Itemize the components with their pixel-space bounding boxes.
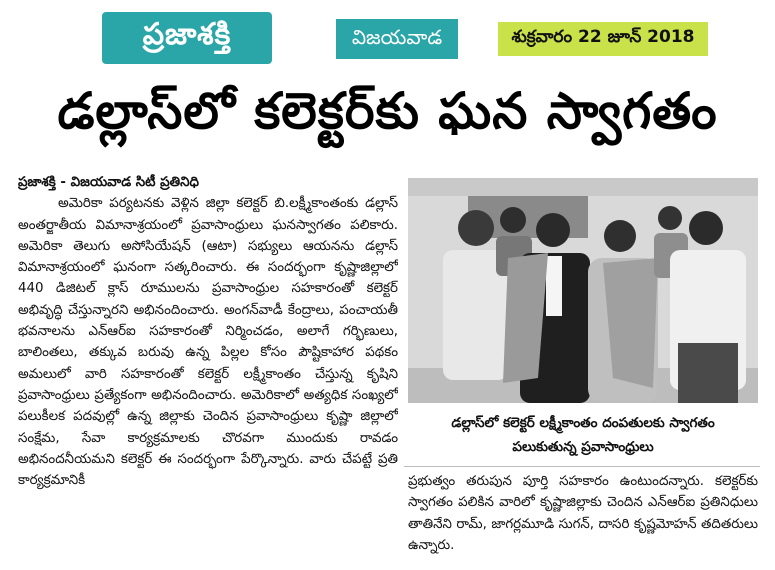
article-body-right (408, 471, 758, 565)
headline: డల్లాస్‌లో కలెక్టర్‌కు ఘన స్వాగతం (57, 81, 718, 140)
masthead (0, 0, 775, 70)
divider (404, 466, 760, 467)
group-photo-illustration (408, 178, 758, 403)
article-body-left (18, 172, 398, 564)
byline: ప్రజాశక్తి - విజయవాడ సిటీ ప్రతినిధి (18, 175, 200, 190)
caption-line: డల్లాస్‌లో కలెక్టర్ లక్ష్మీకాంతం దంపతులకు స్వాగతం (451, 415, 715, 431)
newspaper-logo: ప్రజాశక్తి (102, 12, 272, 64)
news-photo (408, 178, 758, 403)
photo-caption (408, 404, 758, 466)
date-label: శుక్రవారం 22 జూన్ 2018 (498, 22, 708, 56)
edition-label: విజయవాడ (336, 19, 458, 59)
body-paragraph: ప్రభుత్వం తరుపున పూర్తి సహకారం ఉంటుందన్నారు. కలెక్టర్‌కు స్వాగతం పలికిన వారిలో కృష్ణాజిల్లాకు చెందిన ఎన్‌ఆర్‌ఐ ప్రతినిధులు తాతినేని రామ్, జాగర్లమూడి సుగన్, దాసరి కృష్ణమోహన్ తదితరులు ఉన్నారు. (408, 474, 758, 553)
body-paragraph: అమెరికా పర్యటనకు వెళ్లిన జిల్లా కలెక్టర్ బి.లక్ష్మీకాంతంకు డల్లాస్ అంతర్జాతీయ విమానాశ్రయంలో ప్రవాసాంధ్రులు ఘనస్వాగతం పలికారు. అమెరికా తెలుగు అసోసియేషన్ (ఆటా) సభ్యులు ఆయనను డల్లాస్ విమానాశ్రయంలో ఘనంగా సత్కరించారు. ఈ సందర్భంగా కృష్ణాజిల్లాలో 440 డిజిటల్ క్లాస్ రూములను ప్రవాసాంధ్రుల సహకారంతో కలెక్టర్ అభివృద్ధి చేస్తున్నారని అభినందించారు. అంగన్‌వాడీ కేంద్రాలు, పంచాయతీ భవనాలను ఎన్‌ఆర్‌ఐ సహకారంతో నిర్మించడం, అలాగే గర్భిణులు, బాలింతలు, తక్కువ బరువు ఉన్న పిల్లల కోసం పౌష్టికాహార పథకం అమలులో వారి సహకారంతో కలెక్టర్ లక్ష్మీకాంతం చేస్తున్న కృషిని ప్రవాసాంధ్రులు ప్రత్యేకంగా అభినందించారు. అమెరికాలో అత్యధిక సంఖ్యలో పలుకీలక పదవుల్లో ఉన్న జిల్లాకు చెందిన ప్రవాసాంధ్రులు కృష్ణా జిల్లాలో సంక్షేమ, సేవా కార్యక్రమాలకు చొరవగా ముందుకు రావడం అభినందనీయమని కలెక్టర్ ఈ సందర్భంగా పేర్కొన్నారు. వారు చేపట్టే ప్రతి కార్యక్రమానికీ (18, 196, 398, 489)
caption-line: పలుకుతున్న ప్రవాసాంధ్రులు (512, 439, 654, 455)
